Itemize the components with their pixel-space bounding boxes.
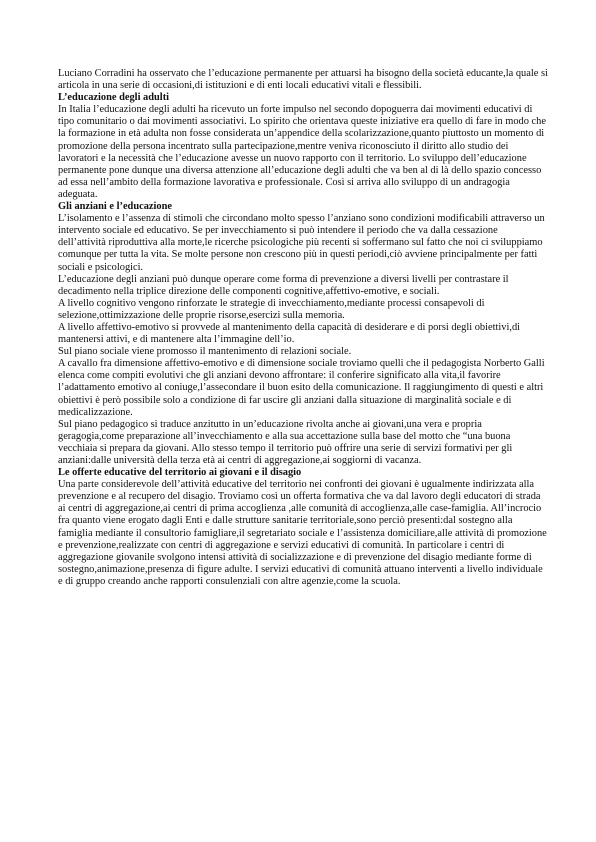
body-paragraph: Sul piano pedagogico si traduce anzitutto in un’educazione rivolta anche ai giovani,una vera e propria geragogia,come preparazione all’invecchiamento e alla sua accettazione sulla base del motto che “una buona vecchiaia si prepara da giovani. Allo stesso tempo il territorio può offrire una serie di servizi formativi per gli anziani:dalle università della terza età ai centri di aggregazione,ai soggiorni di vacanza. xyxy=(58,418,513,466)
section-heading-youth-territory: Le offerte educative del territorio ai giovani e il disagio xyxy=(58,467,302,479)
body-paragraph: Sul piano sociale viene promosso il mantenimento di relazioni sociale. xyxy=(58,346,352,358)
section-heading-elderly-education: Gli anziani e l’educazione xyxy=(58,201,173,213)
document-page xyxy=(58,68,548,588)
body-paragraph: L’isolamento e l’assenza di stimoli che circondano molto spesso l’anziano sono condizioni modificabili attraverso un intervento sociale ed educativo. Se per invecchiamento si può intendere il periodo che va dalla cessazione dell’attività riproduttiva alla morte,le ricerche psicologiche più recenti si soffermano sul fatto che noi ci sviluppiamo comunque per tutta la vita. Se molte persone non crescono più in questi periodi,ciò avviene principalmente per fatti sociali e psicologici. xyxy=(58,213,545,273)
body-paragraph: A livello cognitivo vengono rinforzate le strategie di invecchiamento,mediante processi consapevoli di selezione,ottimizzazione delle proprie risorse,esercizi sulla memoria. xyxy=(58,297,485,321)
body-paragraph: In Italia l’educazione degli adulti ha ricevuto un forte impulso nel secondo dopoguerra dai movimenti educativi di tipo comunitario o dai movimenti associativi. Lo spirito che orientava queste iniziative era quello di fare in modo che la formazione in età adulta non fosse considerata un’appendice della scolarizzazione,quanto piuttosto un momento di promozione della persona incentrato sulla partecipazione,mentre veniva riconosciuto il diritto allo studio dei lavoratori e la necessità che l’educazione avesse un nuovo rapporto con il territorio. Lo sviluppo dell’educazione permanente pone dunque una diversa attenzione all’educazione degli adulti che va ben al di là dello spazio concesso ad essa nell’ambito della formazione lavorativa e professionale. Così si arriva allo sviluppo di un andragogia adeguata. xyxy=(58,104,546,200)
section-heading-adult-education: L’educazione degli adulti xyxy=(58,92,170,104)
body-paragraph: A cavallo fra dimensione affettivo-emotivo e di dimensione sociale troviamo quelli che il pedagogista Norberto Galli elenca come compiti evolutivi che gli anziani devono affrontare: il conferire significato alla vita,il favorire l’adattamento emotivo al coniuge,l’assecondare il buon esito della comunicazione. Il raggiungimento di questi e altri obiettivi è però possibile solo a condizione di far uscire gli anziani dalla situazione di marginalità sociale e di medicalizzazione. xyxy=(58,358,545,418)
body-paragraph: Una parte considerevole dell’attività educative del territorio nei confronti dei giovani è ugualmente indirizzata alla prevenzione e al recupero del disagio. Troviamo così un offerta formativa che va dal lavoro degli educatori di strada ai centri di aggregazione,ai centri di prima accoglienza ,alle comunità di accoglienza,alle case-famiglia. All’incrocio fra quanto viene erogato dagli Enti e dalle strutture sanitarie territoriale,sono perciò presenti:dal sostegno alla famiglia mediante il consultorio famigliare,il segretariato sociale e l’assistenza domiciliare,alle attività di promozione e prevenzione,realizzate con centri di aggregazione e servizi educativi di comunità. In particolare i centri di aggregazione giovanile svolgono intensi attività di socializzazione e di prevenzione del disagio mediante forme di sostegno,animazione,presenza di figure adulte. I servizi educativi di comunità attuano interventi a livello individuale e di gruppo creando anche rapporti consulenziali con altre agenzie,come la scuola. xyxy=(58,479,547,587)
body-paragraph: L’educazione degli anziani può dunque operare come forma di prevenzione a diversi livelli per contrastare il decadimento nella triplice direzione delle componenti cognitive,affettivo-emotive, e sociali. xyxy=(58,273,509,297)
body-paragraph: A livello affettivo-emotivo si provvede al mantenimento della capacità di desiderare e di porsi degli obiettivi,di mantenersi attivi, e di mantenere alta l’immagine dell’io. xyxy=(58,321,521,346)
intro-paragraph: Luciano Corradini ha osservato che l’educazione permanente per attuarsi ha bisogno della società educante,la quale si articola in una serie di occasioni,di istituzioni e di enti locali educativi vitali e flessibili. xyxy=(58,68,548,92)
